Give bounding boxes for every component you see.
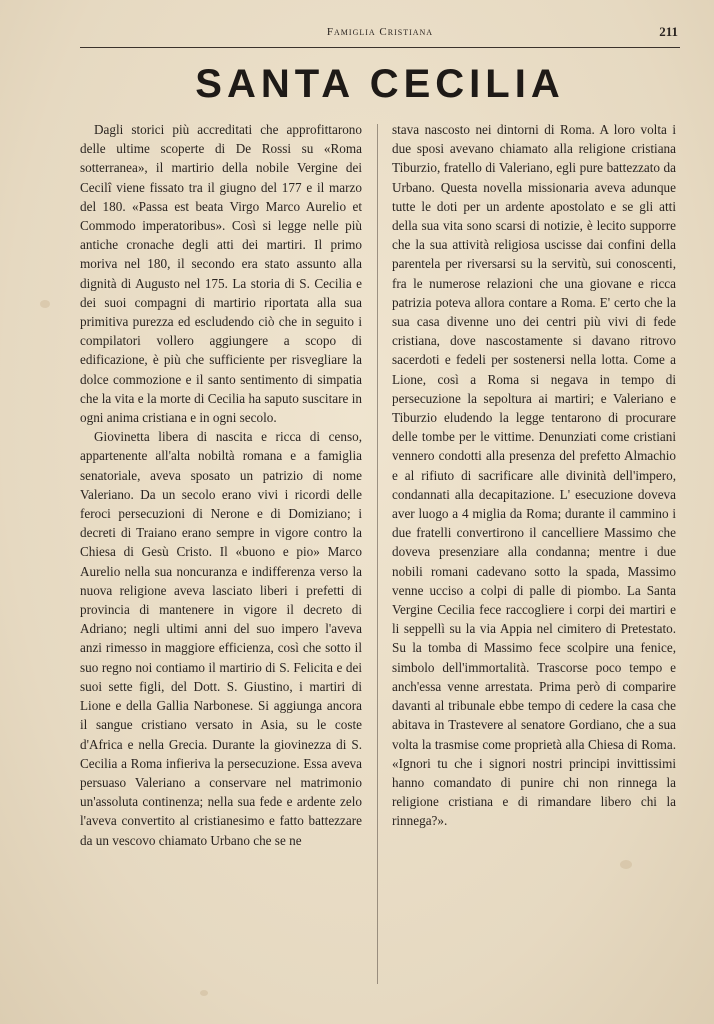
running-title: Famiglia Cristiana	[326, 26, 434, 38]
left-column	[80, 120, 362, 850]
paragraph: Dagli storici più accreditati che approfittarono delle ultime scoperte di De Rossi su «Roma sotterranea», il martirio della nobile Vergine dei Cecilî viene fissato tra il giugno del 177 e il marzo del 180. «Passa est beata Virgo Marco Aurelio et Commodo imperatoribus». Così si legge nelle più antiche cronache degli atti dei martiri. Il primo moriva nel 180, il secondo era stato assunto alla dignità di Augusto nel 175. La storia di S. Cecilia e dei suoi compagni di martirio riportata alla sua primitiva purezza ed escludendo ciò che in seguito i compilatori vollero aggiungere a scopo di edificazione, è più che sufficiente per risvegliare la dolce commozione e il santo sentimento di simpatia che la vita e la morte di Cecilia ha saputo suscitare in ogni anima cristiana e in ogni secolo.	[80, 122, 362, 426]
article-title: SANTA CECILIA	[195, 62, 565, 106]
column-divider	[377, 124, 378, 984]
paragraph: stava nascosto nei dintorni di Roma. A loro volta i due sposi avevano chiamato alla religione cristiana Tiburzio, fratello di Valeriano, egli pure battezzato da Urbano. Questa novella missionaria aveva adunque tutte le doti per un ardente apostolato e se gli atti della sua vita sono scarsi di notizie, è lecito supporre che la sua attività religiosa uscisse dai confini della parentela per riversarsi su la servitù, sui conoscenti, fra le numerose relazioni che una giovane e ricca patrizia poteva allora contare a Roma. E' certo che la sua casa divenne uno dei centri più vivi di fede cristiana, dove nascostamente si davano ritrovo sacerdoti e fedeli per sostenersi nella lotta. Come a Lione, così a Roma si negava in tempo di persecuzione la sepoltura ai martiri; e Valeriano e Tiburzio eludendo la legge tentarono di procurare delle tombe per le vittime. Denunziati come cristiani vennero condotti alla presenza del prefetto Almachio e al rifiuto di sacrificare alle divinità dell'impero, condannati alla decapitazione. L' esecuzione doveva aver luogo a 4 miglia da Roma; durante il cammino i due fratelli convertirono il cancelliere Massimo che doveva presenziare alla condanna; mentre i due nobili romani cadevano sotto la spada, Massimo venne ucciso a colpi di palle di piombo. La Santa Vergine Cecilia fece raccogliere i corpi dei martiri e li seppellì su la via Appia nel cimitero di Pretestato. Su la tomba di Massimo fece scolpire una fenice, simbolo dell'immortalità. Trascorse poco tempo e anch'essa venne arrestata. Prima però di comparire davanti al tribunale ebbe tempo di cedere la casa che abitava in Trastevere al senatore Gordiano, che a sua volta la trasmise come proprietà alla Chiesa di Roma. «Ignori tu che i signori nostri principi invittissimi hanno comandato di punire chi non rinnega la religione cristiana e di rimandare libero chi la rinnega?».	[392, 122, 676, 829]
page-number: 211	[659, 24, 678, 39]
page-header	[80, 24, 680, 46]
paragraph: Giovinetta libera di nascita e ricca di censo, appartenente all'alta nobiltà romana e a famiglia senatoriale, aveva sposato un patrizio di nome Valeriano. Da un secolo erano vivi i ricordi delle feroci persecuzioni di Nerone e di Domiziano; i decreti di Traiano erano sempre in vigore contro la Chiesa di Gesù Cristo. Il «buono e pio» Marco Aurelio nella sua noncuranza e indifferenza verso la nuova religione aveva lasciato liberi i prefetti di provincia di mantenere in vigore il decreto di Adriano; negli ultimi anni del suo impero l'aveva anzi rimesso in maggiore efficienza, così che sotto il suo regno noi contiamo il martirio di S. Felicita e dei suoi sette figli, del Dott. S. Giustino, i martiri di Lione e della Gallia Narbonese. Si aggiunga ancora il sangue cristiano versato in Asia, su le coste d'Africa e nella Grecia. Durante la giovinezza di S. Cecilia a Roma infieriva la persecuzione. Essa aveva persuaso Valeriano a conservare nel matrimonio un'assoluta continenza; nella sua fede e ardente zelo l'aveva convertito al cristianesimo e fatto battezzare da un vescovo chiamato Urbano che se ne	[80, 429, 362, 848]
right-column	[392, 120, 676, 831]
header-rule	[80, 47, 680, 48]
